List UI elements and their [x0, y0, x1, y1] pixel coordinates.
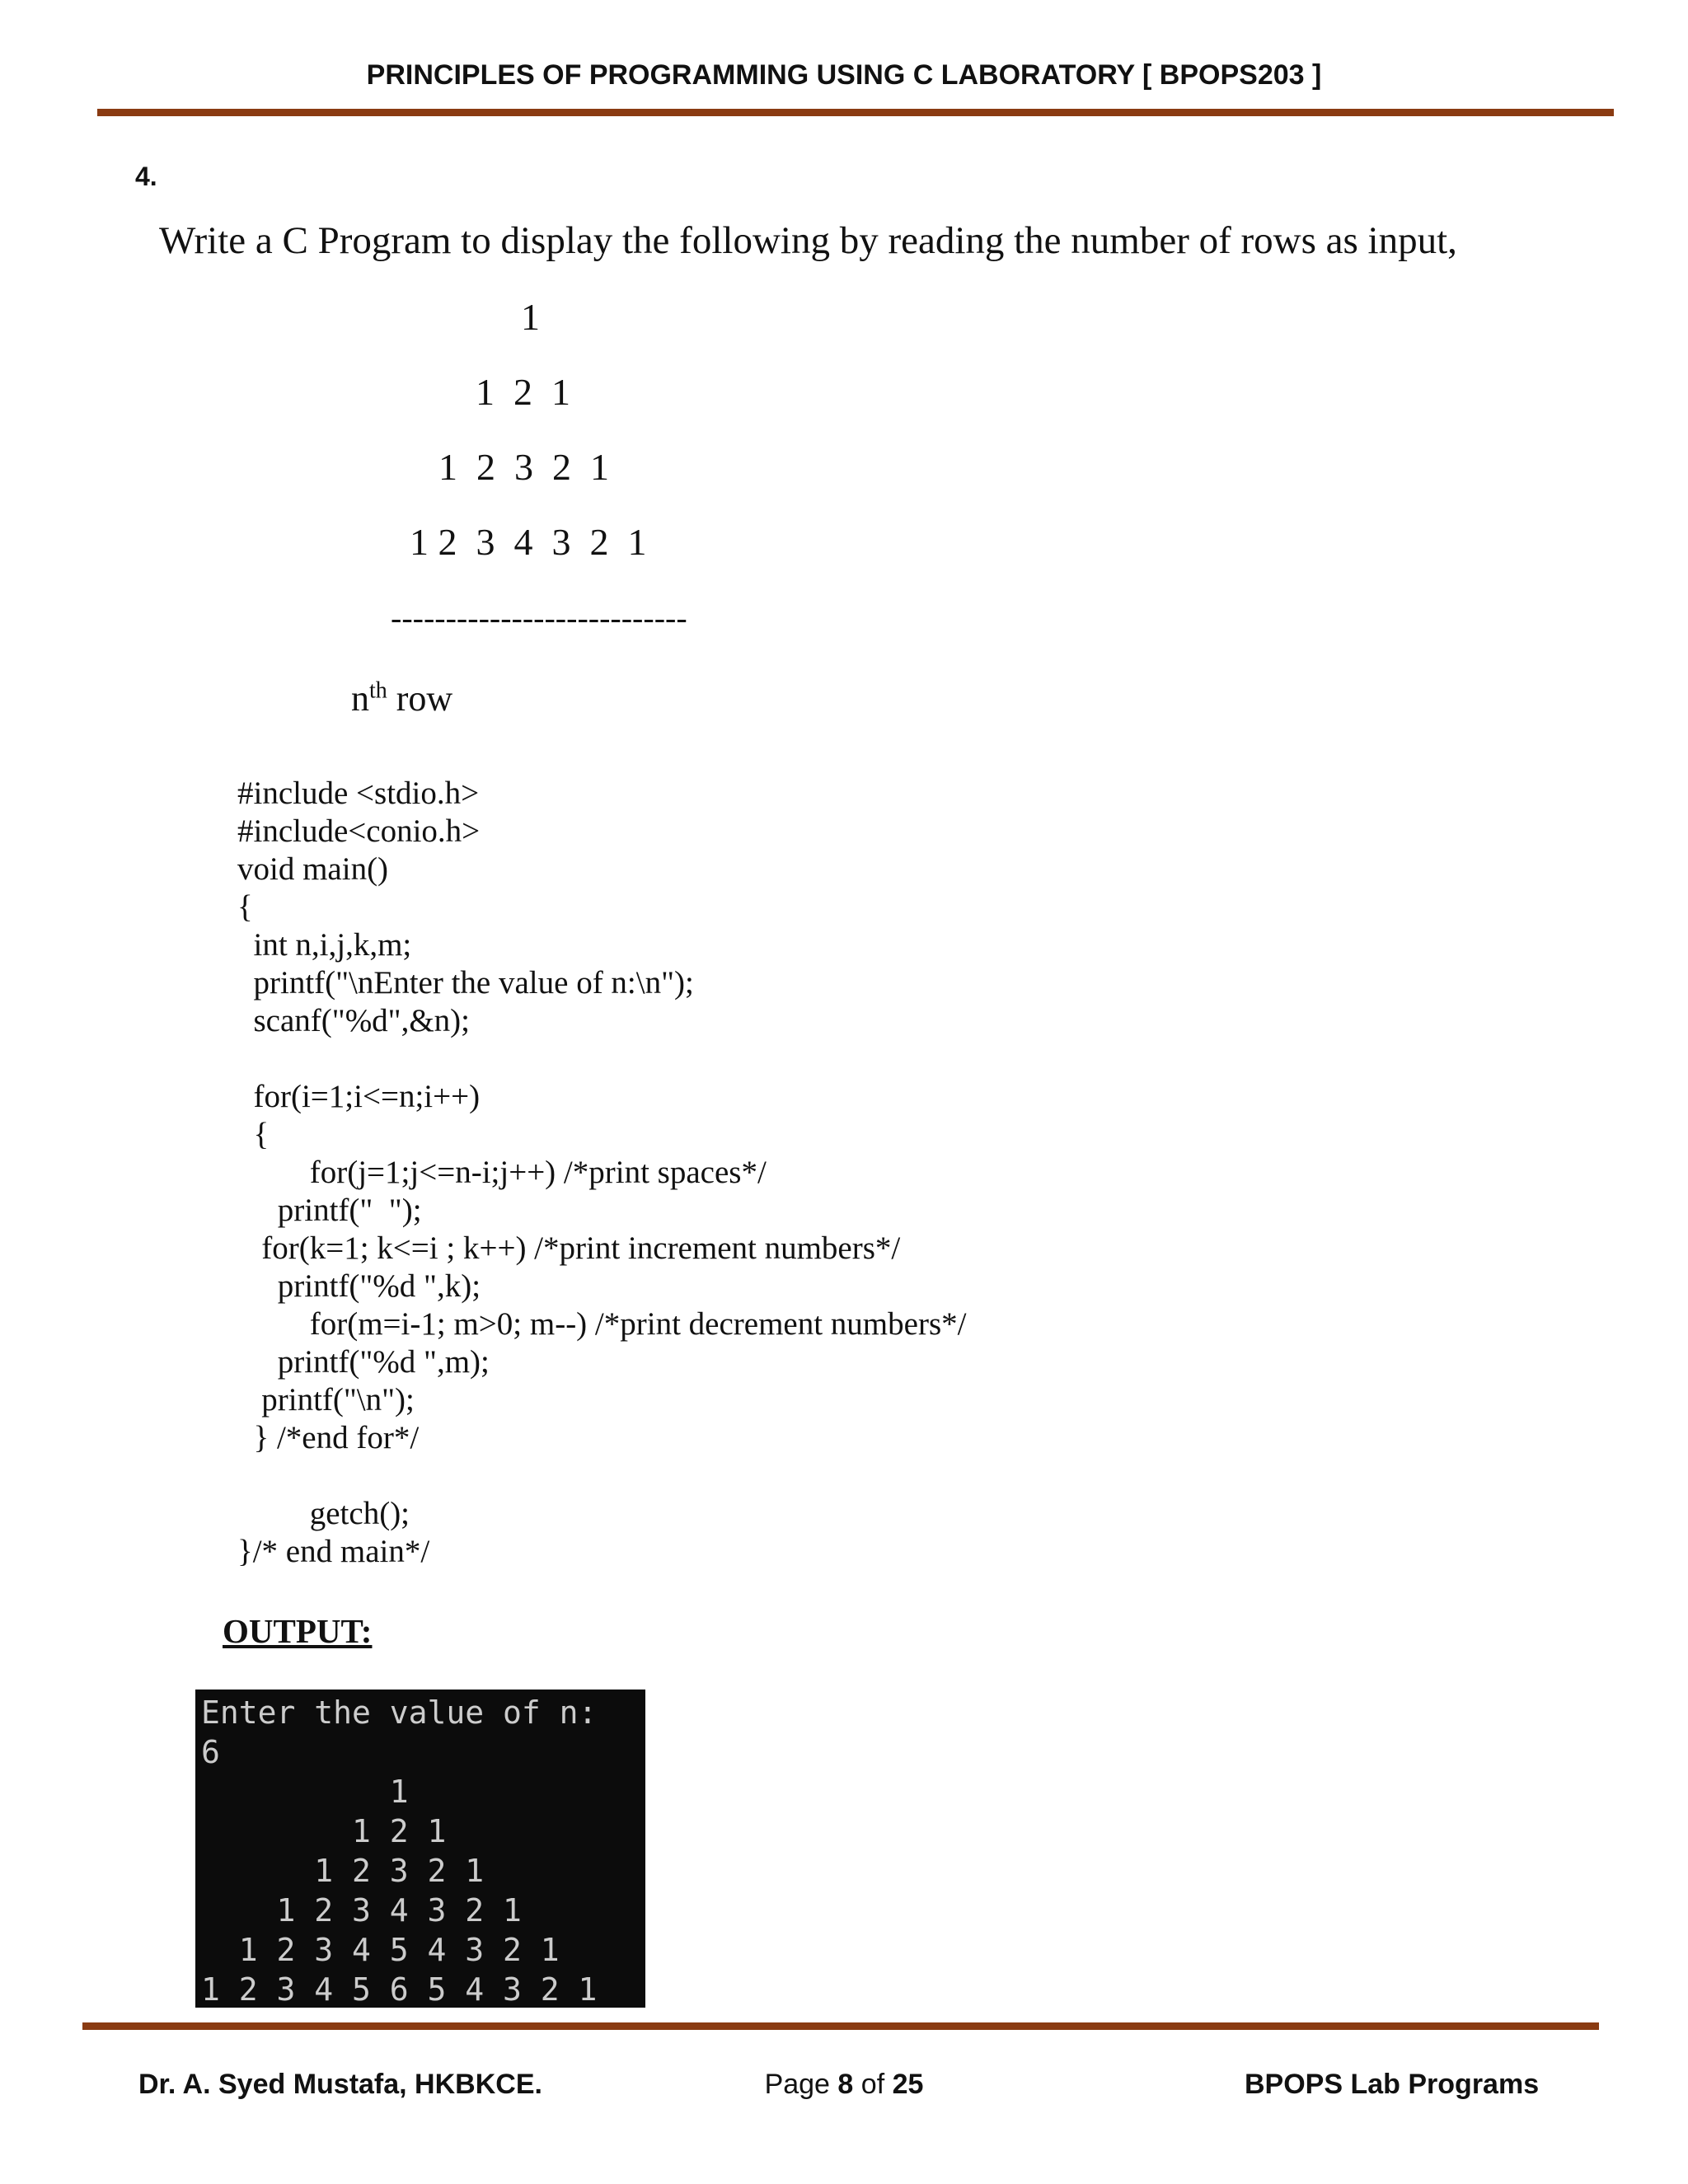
question-text: Write a C Program to display the following by reading the number of rows as input, — [159, 219, 1457, 262]
question-number: 4. — [135, 162, 157, 191]
footer-title: BPOPS Lab Programs — [1245, 2069, 1540, 2100]
code-line: } /*end for*/ — [237, 1420, 420, 1455]
nth-row-word: row — [396, 678, 453, 719]
pattern-row-1: 1 — [521, 296, 540, 338]
code-line: for(i=1;i<=n;i++) — [237, 1079, 481, 1114]
console-line: 1 2 3 4 3 2 1 — [201, 1892, 522, 1929]
pattern-row-3: 1 2 3 2 1 — [438, 446, 609, 488]
code-line: int n,i,j,k,m; — [237, 927, 412, 963]
code-line: void main() — [237, 851, 389, 887]
code-line: for(m=i-1; m>0; m--) /*print decrement numbers*/ — [237, 1306, 967, 1342]
code-line: printf("\nEnter the value of n:\n"); — [237, 965, 694, 1001]
console-line: 1 — [201, 1774, 409, 1810]
nth-superscript: th — [369, 677, 387, 704]
code-line: printf("%d ",m); — [237, 1344, 490, 1380]
page-prefix: Page — [764, 2069, 838, 2100]
page-current: 8 — [837, 2069, 854, 2100]
code-line: for(k=1; k<=i ; k++) /*print increment numbers*/ — [237, 1230, 901, 1266]
pattern-row-4: 1 2 3 4 3 2 1 — [410, 521, 647, 563]
code-line: { — [237, 889, 253, 925]
page-header-title: PRINCIPLES OF PROGRAMMING USING C LABORATORY [ BPOPS203 ] — [366, 59, 1322, 91]
pattern-dashes: --------------------------- — [391, 599, 687, 636]
console-line: Enter the value of n: — [201, 1694, 598, 1731]
console-line: 1 2 3 4 5 4 3 2 1 — [201, 1932, 560, 1968]
console-line: 1 2 3 4 5 6 5 4 3 2 1 — [201, 1971, 598, 2008]
code-line: getch(); — [237, 1496, 410, 1531]
page-total: 25 — [892, 2069, 924, 2100]
console-output-screenshot — [195, 1690, 645, 2008]
nth-base: n — [351, 678, 369, 719]
page-of: of — [853, 2069, 893, 2100]
console-line: 6 — [201, 1734, 220, 1770]
code-line: #include <stdio.h> — [237, 776, 480, 811]
console-line: 1 2 1 — [201, 1813, 447, 1849]
code-line: printf(" "); — [237, 1193, 422, 1228]
nth-row-label — [351, 677, 452, 719]
console-line: 1 2 3 2 1 — [201, 1853, 485, 1889]
header-divider — [97, 109, 1614, 116]
code-line: }/* end main*/ — [237, 1534, 430, 1569]
pattern-row-2: 1 2 1 — [476, 371, 570, 413]
code-block — [237, 775, 966, 1571]
footer-divider — [82, 2022, 1599, 2030]
code-line: printf("\n"); — [237, 1382, 415, 1418]
footer-author: Dr. A. Syed Mustafa, HKBKCE. — [138, 2069, 542, 2100]
code-line: scanf("%d",&n); — [237, 1003, 471, 1038]
code-line: for(j=1;j<=n-i;j++) /*print spaces*/ — [237, 1155, 767, 1190]
code-line: printf("%d ",k); — [237, 1268, 481, 1304]
output-heading: OUTPUT: — [223, 1612, 373, 1650]
code-line: { — [237, 1117, 270, 1152]
code-line: #include<conio.h> — [237, 813, 481, 849]
